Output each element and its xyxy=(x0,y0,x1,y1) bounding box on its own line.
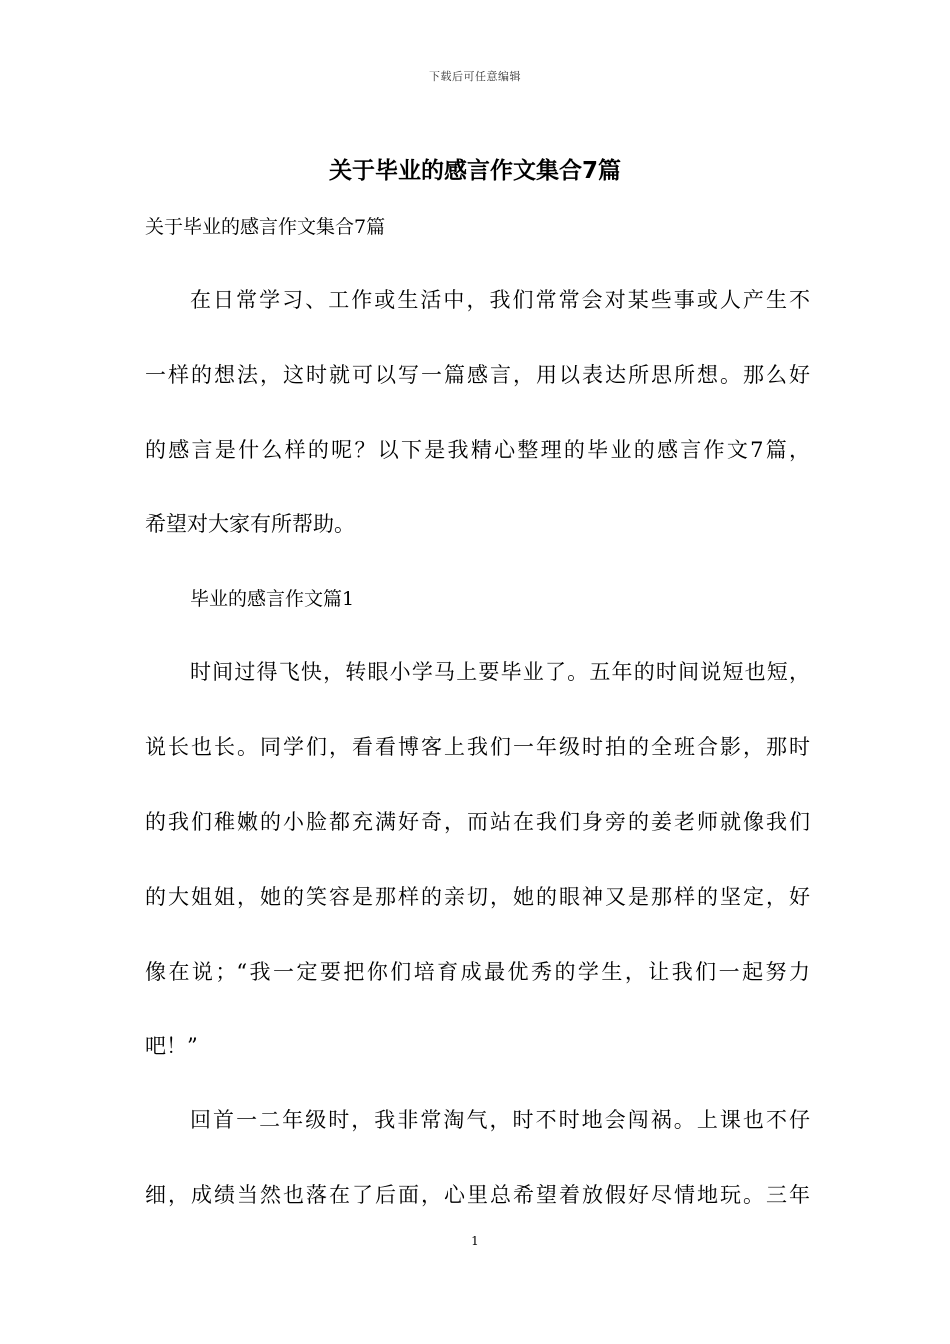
paragraph-line: 吧！” xyxy=(145,1034,198,1058)
paragraph-line: 的大姐姐，她的笑容是那样的亲切，她的眼神又是那样的坚定，好 xyxy=(145,885,810,909)
document-subtitle: 关于毕业的感言作文集合7篇 xyxy=(145,216,386,238)
intro-line: 在日常学习、工作或生活中，我们常常会对某些事或人产生不 xyxy=(190,288,810,312)
intro-line: 的感言是什么样的呢？以下是我精心整理的毕业的感言作文7篇， xyxy=(145,438,810,462)
section-heading: 毕业的感言作文篇1 xyxy=(190,588,355,610)
paragraph-line: 细，成绩当然也落在了后面，心里总希望着放假好尽情地玩。三年 xyxy=(145,1183,810,1207)
paragraph-line: 的我们稚嫩的小脸都充满好奇，而站在我们身旁的姜老师就像我们 xyxy=(145,810,810,834)
page-number: 1 xyxy=(471,1234,479,1248)
paragraph-line: 像在说；“我一定要把你们培育成最优秀的学生，让我们一起努力 xyxy=(145,960,810,984)
intro-line: 一样的想法，这时就可以写一篇感言，用以表达所思所想。那么好 xyxy=(145,363,810,387)
paragraph-line: 回首一二年级时，我非常淘气，时不时地会闯祸。上课也不仔 xyxy=(190,1108,810,1132)
document-title: 关于毕业的感言作文集合7篇 xyxy=(328,158,621,184)
paragraph-line: 说长也长。同学们，看看博客上我们一年级时拍的全班合影，那时 xyxy=(145,735,810,759)
header-note: 下载后可任意编辑 xyxy=(429,70,521,83)
paragraph-line: 时间过得飞快，转眼小学马上要毕业了。五年的时间说短也短， xyxy=(190,660,810,684)
intro-line: 希望对大家有所帮助。 xyxy=(145,512,355,536)
